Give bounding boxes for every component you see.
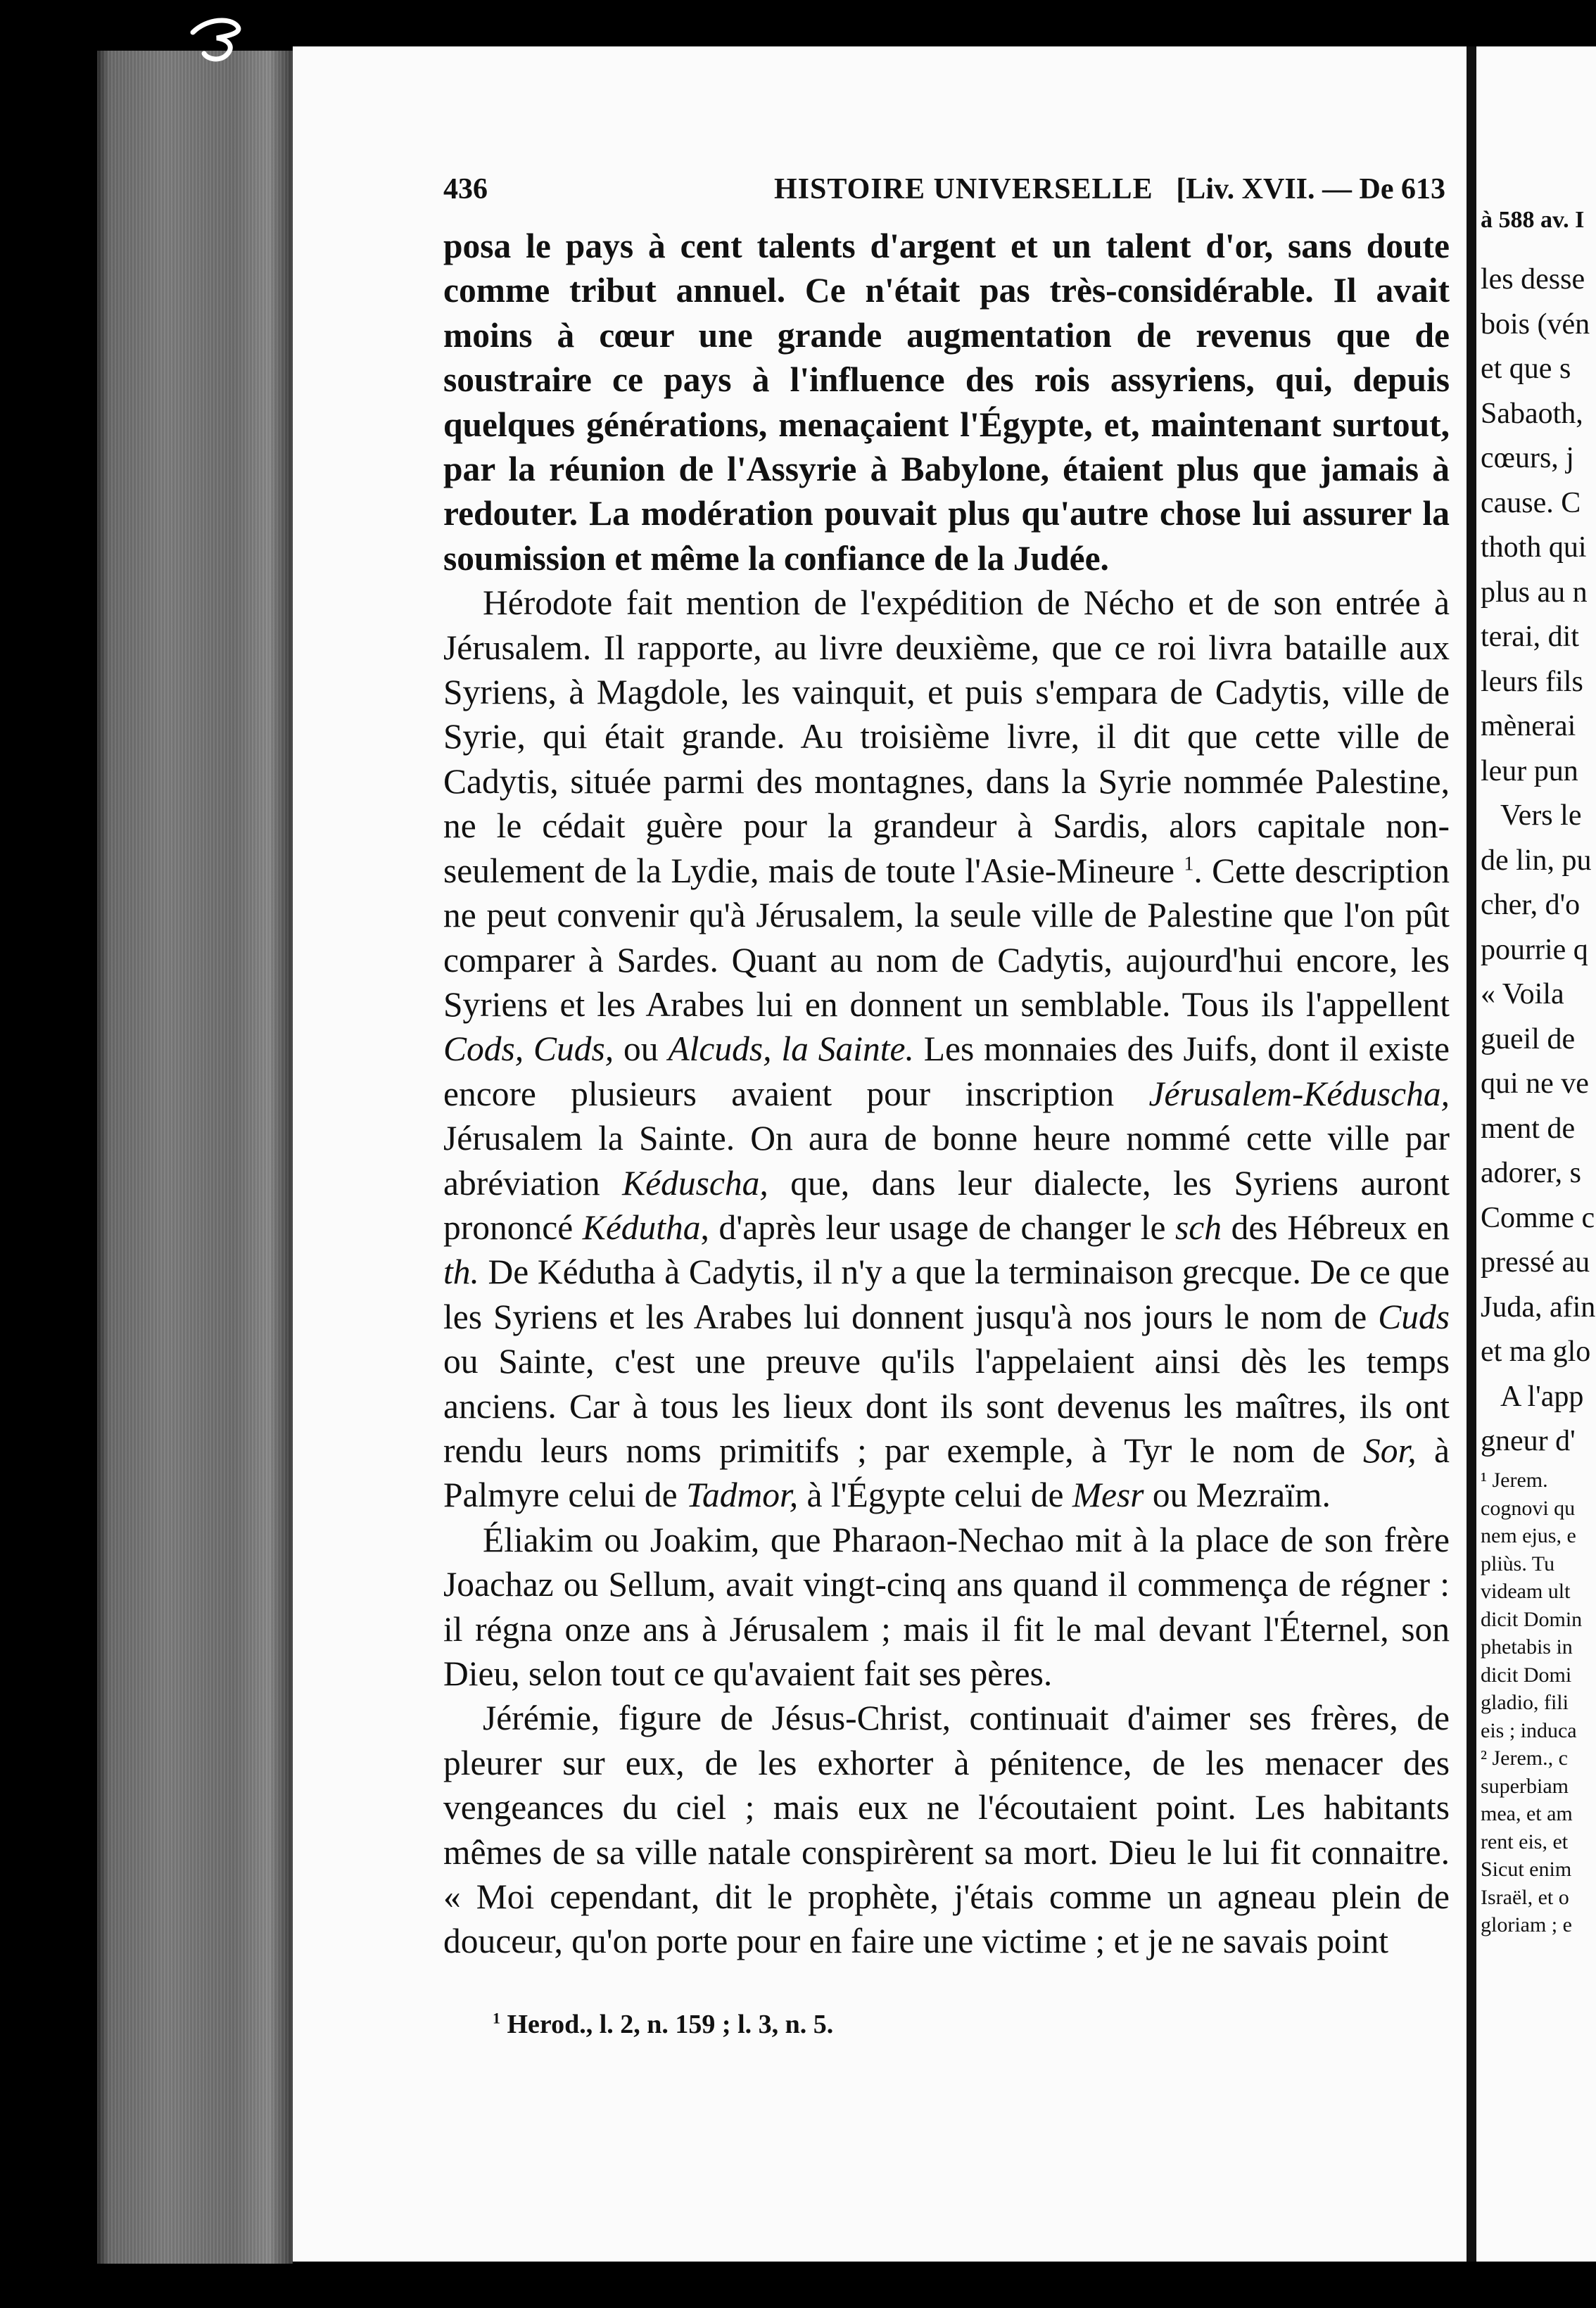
facing-page-line: pressé au (1481, 1246, 1590, 1279)
facing-page-note-line: mea, et am (1481, 1802, 1573, 1825)
italic-text: Mesr (1072, 1476, 1144, 1515)
paragraph-text: à l'Égypte celui de (798, 1476, 1072, 1515)
facing-page-note-line: pliùs. Tu (1481, 1552, 1555, 1575)
italic-text: Jérusalem-Kéduscha, (1148, 1074, 1450, 1113)
paragraph-text: Les monnaies des Juifs, dont il existe encore plusieurs avaient pour inscription (443, 1029, 1450, 1113)
facing-page-note-line: rent eis, et (1481, 1830, 1569, 1853)
paragraph-text: des Hébreux en (1222, 1207, 1450, 1247)
facing-page-lines (1481, 258, 1595, 1464)
facing-page-notes (1481, 1466, 1582, 1939)
paragraph (443, 224, 1450, 581)
facing-page-line: A l'app (1500, 1380, 1584, 1413)
italic-text: sch (1175, 1207, 1222, 1247)
facing-page-note-line: videam ult (1481, 1580, 1571, 1603)
paragraph-text: ou Sainte, c'est une preuve qu'ils l'appelaient ainsi dès les temps anciens. Car à tous les lieux dont ils sont devenus les maîtres, ils ont rendu leurs noms primitifs ; par exemple, à Tyr le nom de (443, 1342, 1450, 1470)
facing-page-note-line: gladio, fili (1481, 1691, 1569, 1714)
body-text (443, 224, 1450, 1964)
facing-page-line: leur pun (1481, 754, 1578, 787)
facing-page-line: leurs fils (1481, 665, 1583, 698)
running-head (443, 172, 1457, 222)
facing-page-note-line: cognovi qu (1481, 1496, 1576, 1520)
facing-page-line: qui ne ve (1481, 1067, 1589, 1100)
facing-page-line: gneur d' (1481, 1425, 1576, 1457)
paragraph-text: De Kédutha à Cadytis, il n'y a que la terminaison grecque. De ce que les Syriens et les Arabes lui donnent jusqu'à nos jours le nom de (443, 1253, 1450, 1336)
footnote (493, 2009, 1443, 2040)
facing-page-line: et ma glo (1481, 1336, 1591, 1368)
pen-mark-icon (186, 13, 249, 65)
facing-page-line: « Voila (1481, 978, 1564, 1010)
facing-page-line: de lin, pu (1481, 844, 1592, 877)
facing-page (1467, 46, 1596, 2262)
paragraph-text: Jérémie, figure de Jésus-Christ, continuait d'aimer ses frères, de pleurer sur eux, de les exhorter à pénitence, de les menacer des vengeances du ciel ; mais eux ne l'écoutaient point. Les habitants mêmes de sa ville natale conspirèrent sa mort. Dieu le lui fit connaitre. « Moi cependant, dit le prophète, j'étais comme un agneau plein de douceur, qu'on porte pour en faire une victime ; et je ne savais point (443, 1699, 1450, 1961)
italic-text: Tadmor, (686, 1476, 799, 1515)
paragraph-text: ou (614, 1029, 669, 1069)
paragraph-text: Hérodote fait mention de l'expédition de Nécho et de son entrée à Jérusalem. Il rapporte, au livre deuxième, que ce roi livra bataille aux Syriens, à Magdole, les vainquit, et puis s'empara de Cadytis, ville de Syrie, qui était grande. Au troisième livre, il dit que cette ville de Cadytis, située parmi des montagnes, dans la Syrie nommée Palestine, ne le cédait guère pour la grandeur à Sardis, alors capitale non-seulement de la Lydie, mais de toute l'Asie-Mineure (443, 583, 1450, 890)
facing-page-line: terai, dit (1481, 621, 1579, 653)
facing-page-note-line: dicit Domi (1481, 1663, 1572, 1687)
facing-page-line: mènerai (1481, 710, 1576, 742)
page-number: 436 (443, 173, 488, 205)
facing-page-line: et que s (1481, 353, 1571, 385)
facing-page-running-head: à 588 av. I (1481, 207, 1585, 233)
facing-page-line: Sabaoth, (1481, 397, 1583, 430)
facing-page-note-line: dicit Domin (1481, 1607, 1583, 1631)
paragraph (443, 1518, 1450, 1697)
facing-page-note-line: Israël, et o (1481, 1885, 1569, 1909)
paragraph-text: Éliakim ou Joakim, que Pharaon-Nechao mit à la place de son frère Joachaz ou Sellum, avait vingt-cinq ans quand il commença de régner : il régna onze ans à Jérusalem ; mais il fit le mal devant l'Éternel, son Dieu, selon tout ce qu'avaient fait ses pères. (443, 1520, 1450, 1693)
footnote-text: Herod., l. 2, n. 159 ; l. 3, n. 5. (507, 2010, 834, 2039)
facing-page-line: thoth qui (1481, 531, 1587, 564)
footnote-ref: 1 (1184, 853, 1194, 875)
facing-page-line: Vers le (1500, 799, 1582, 832)
italic-text: Kéduscha, (622, 1163, 768, 1203)
paragraph-text: Jérusalem la Sainte. On aura de bonne heure nommé cette ville par abréviation (443, 1119, 1450, 1203)
facing-page-line: Juda, afin (1481, 1291, 1596, 1324)
facing-page-line: cher, d'o (1481, 889, 1581, 921)
facing-page-note-line: superbiam (1481, 1774, 1569, 1798)
italic-text: Kédutha (582, 1207, 701, 1247)
facing-page-note-line: Sicut enim (1481, 1858, 1572, 1881)
italic-text: th. (443, 1253, 479, 1292)
facing-page-note-line: gloriam ; e (1481, 1913, 1572, 1936)
facing-page-line: ment de (1481, 1112, 1576, 1145)
facing-page-line: adorer, s (1481, 1157, 1581, 1189)
facing-page-line: pourrie q (1481, 933, 1588, 966)
facing-page-line: cœurs, j (1481, 442, 1574, 474)
facing-page-note-line: eis ; induca (1481, 1718, 1577, 1742)
paragraph (443, 1696, 1450, 1963)
facing-page-note-line: ¹ Jerem. (1481, 1469, 1548, 1492)
facing-page-line: gueil de (1481, 1022, 1576, 1055)
italic-text: Cods, Cuds, (443, 1029, 614, 1069)
facing-page-line: les desse (1481, 263, 1585, 296)
running-section: [Liv. XVII. — De 613 (1176, 173, 1445, 205)
paragraph-text: posa le pays à cent talents d'argent et un talent d'or, sans doute comme tribut annuel. Ce n'était pas très-considérable. Il avait moins à cœur une grande augmentation de revenus que de soustraire ce pays à l'influence des rois assyriens, qui, depuis quelques générations, menaçaient l'Égypte, et, maintenant surtout, par la réunion de l'Assyrie à Babylone, étaient plus que jamais à redouter. La modération pouvait plus qu'autre chose lui assurer la soumission et même la confiance de la Judée. (443, 227, 1450, 578)
paragraph-text: , d'après leur usage de changer le (700, 1207, 1176, 1247)
paragraph-text: ou Mezraïm. (1144, 1476, 1331, 1515)
italic-text: Alcuds, la Sainte. (668, 1029, 914, 1069)
paragraph-text: . Cette description ne peut convenir qu'à Jérusalem, la seule ville de Palestine que l'on pût comparer à Sardes. Quant au nom de Cadytis, aujourd'hui encore, les Syriens et les Arabes lui en donnent un semblable. Tous ils l'appellent (443, 851, 1450, 1024)
paragraph-text: à Palmyre celui de (443, 1431, 1450, 1515)
facing-page-line: Comme c (1481, 1201, 1595, 1234)
page-edge-stack (97, 51, 293, 2264)
paragraph (443, 581, 1450, 1518)
italic-text: Sor, (1363, 1431, 1417, 1470)
facing-page-line: bois (vén (1481, 307, 1590, 341)
facing-page-note-line: phetabis in (1481, 1635, 1573, 1659)
footnote-marker: 1 (493, 2009, 500, 2027)
running-title: HISTOIRE UNIVERSELLE (774, 173, 1153, 205)
italic-text: Cuds (1378, 1297, 1450, 1336)
facing-page-note-line: ² Jerem., c (1481, 1746, 1568, 1770)
paragraph-text: que, dans leur dialecte, les Syriens auront prononcé (443, 1163, 1450, 1247)
facing-page-line: plus au n (1481, 576, 1588, 609)
facing-page-line: cause. C (1481, 486, 1581, 519)
facing-page-note-line: nem ejus, e (1481, 1524, 1576, 1547)
